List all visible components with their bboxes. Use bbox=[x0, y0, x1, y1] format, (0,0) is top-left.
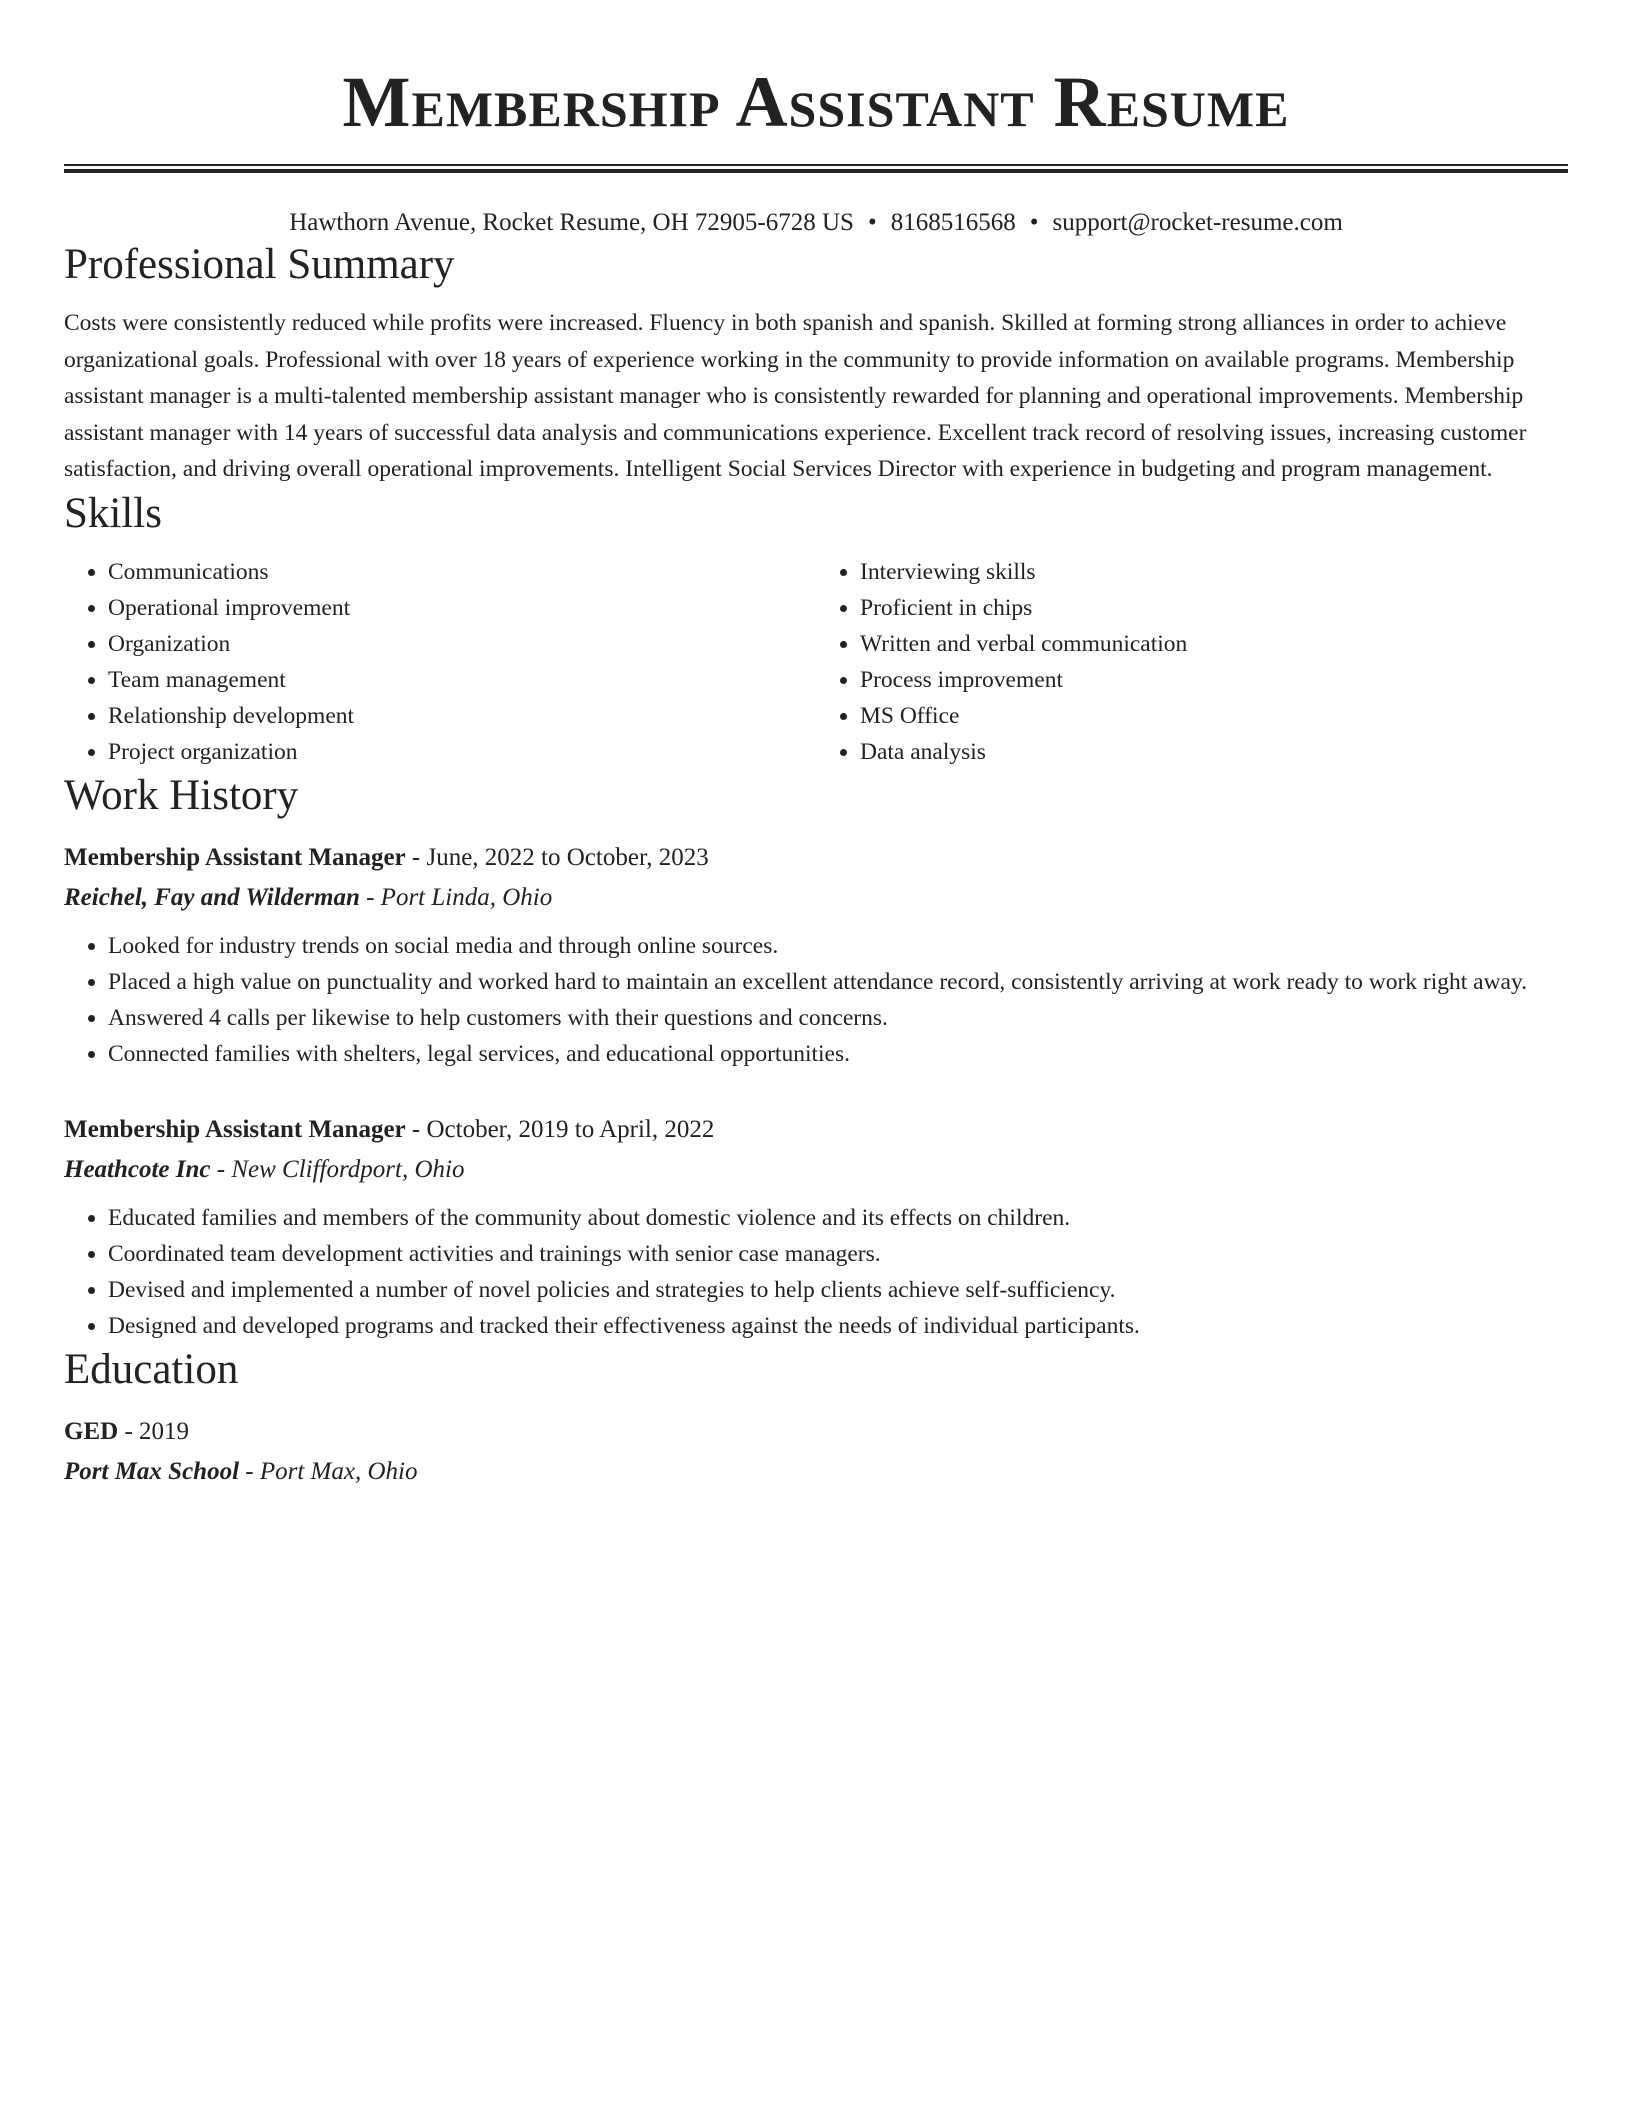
education-entry bbox=[64, 1412, 1568, 1492]
job-bullet: • Devised and implemented a number of novel policies and strategies to help clients achieve self-sufficiency. bbox=[108, 1272, 1568, 1308]
job-bullet: • Educated families and members of the community about domestic violence and its effects on children. bbox=[108, 1200, 1568, 1236]
skill-item: • Team management bbox=[108, 662, 816, 698]
job-bullet: • Answered 4 calls per likewise to help customers with their questions and concerns. bbox=[108, 1000, 1568, 1036]
contact-separator: • bbox=[1029, 209, 1039, 236]
skill-item: • Process improvement bbox=[860, 662, 1568, 698]
contact-phone: 8168516568 bbox=[890, 209, 1016, 236]
skills-list-left bbox=[64, 554, 816, 770]
job-bullet: • Connected families with shelters, legal services, and educational opportunities. bbox=[108, 1036, 1568, 1072]
job-role: Membership Assistant Manager bbox=[64, 843, 406, 871]
skill-item: • Operational improvement bbox=[108, 590, 816, 626]
job-bullet: • Looked for industry trends on social media and through online sources. bbox=[108, 928, 1568, 964]
job-location: - New Cliffordport, Ohio bbox=[210, 1155, 465, 1183]
skill-item: • Proficient in chips bbox=[860, 590, 1568, 626]
contact-email: support@rocket-resume.com bbox=[1052, 209, 1343, 236]
job-entry bbox=[64, 838, 1568, 1072]
job-dates: - October, 2019 to April, 2022 bbox=[405, 1115, 715, 1143]
skill-item: • Written and verbal communication bbox=[860, 626, 1568, 662]
skill-item: • Project organization bbox=[108, 734, 816, 770]
job-bullets bbox=[64, 1200, 1568, 1344]
skills-heading: Skills bbox=[64, 489, 162, 537]
skill-item: • Organization bbox=[108, 626, 816, 662]
job-bullet: • Placed a high value on punctuality and worked hard to maintain an excellent attendance record, consistently arriving at work ready to work right away. bbox=[108, 964, 1568, 1000]
contact-address: Hawthorn Avenue, Rocket Resume, OH 72905-6728 US bbox=[289, 209, 854, 236]
job-role: Membership Assistant Manager bbox=[64, 1115, 406, 1143]
job-heading bbox=[64, 838, 1568, 878]
education-heading: Education bbox=[64, 1345, 239, 1393]
job-entry bbox=[64, 1110, 1568, 1344]
job-heading bbox=[64, 1110, 1568, 1150]
education-year: - 2019 bbox=[118, 1417, 190, 1445]
work-history-heading: Work History bbox=[64, 771, 299, 819]
contact-line bbox=[64, 207, 1568, 239]
skill-item: • MS Office bbox=[860, 698, 1568, 734]
job-bullet: • Designed and developed programs and tracked their effectiveness against the needs of individual participants. bbox=[108, 1308, 1568, 1344]
job-employer bbox=[64, 1150, 1568, 1190]
job-bullets bbox=[64, 928, 1568, 1072]
job-location: - Port Linda, Ohio bbox=[359, 883, 553, 911]
summary-heading: Professional Summary bbox=[64, 241, 455, 288]
title-divider bbox=[64, 164, 1568, 173]
job-company: Reichel, Fay and Wilderman bbox=[64, 883, 360, 911]
education-degree: GED bbox=[64, 1417, 119, 1445]
resume-title: Membership Assistant Resume bbox=[342, 62, 1290, 142]
skill-item: • Relationship development bbox=[108, 698, 816, 734]
contact-separator: • bbox=[867, 209, 877, 236]
education-school: Port Max School bbox=[64, 1457, 240, 1485]
job-employer bbox=[64, 878, 1568, 918]
skill-item: • Interviewing skills bbox=[860, 554, 1568, 590]
skill-item: • Communications bbox=[108, 554, 816, 590]
education-school-line bbox=[64, 1452, 1568, 1492]
skills-list-right bbox=[816, 554, 1568, 770]
summary-text: Costs were consistently reduced while profits were increased. Fluency in both spanish and spanish. Skilled at forming strong alliances in order to achieve organizational goals. Professional with over 18 years of experience working in the community to provide information on available programs. Membership assistant manager is a multi-talented membership assistant manager who is consistently rewarded for planning and operational improvements. Membership assistant manager with 14 years of successful data analysis and communications experience. Excellent track record of resolving issues, increasing customer satisfaction, and driving overall operational improvements. Intelligent Social Services Director with experience in budgeting and program management. bbox=[64, 310, 1527, 482]
job-bullet: • Coordinated team development activities and trainings with senior case managers. bbox=[108, 1236, 1568, 1272]
job-company: Heathcote Inc bbox=[64, 1155, 211, 1183]
skills-grid bbox=[64, 554, 1568, 770]
education-degree-line bbox=[64, 1412, 1568, 1452]
job-dates: - June, 2022 to October, 2023 bbox=[405, 843, 709, 871]
education-location: - Port Max, Ohio bbox=[239, 1457, 418, 1485]
skill-item: • Data analysis bbox=[860, 734, 1568, 770]
